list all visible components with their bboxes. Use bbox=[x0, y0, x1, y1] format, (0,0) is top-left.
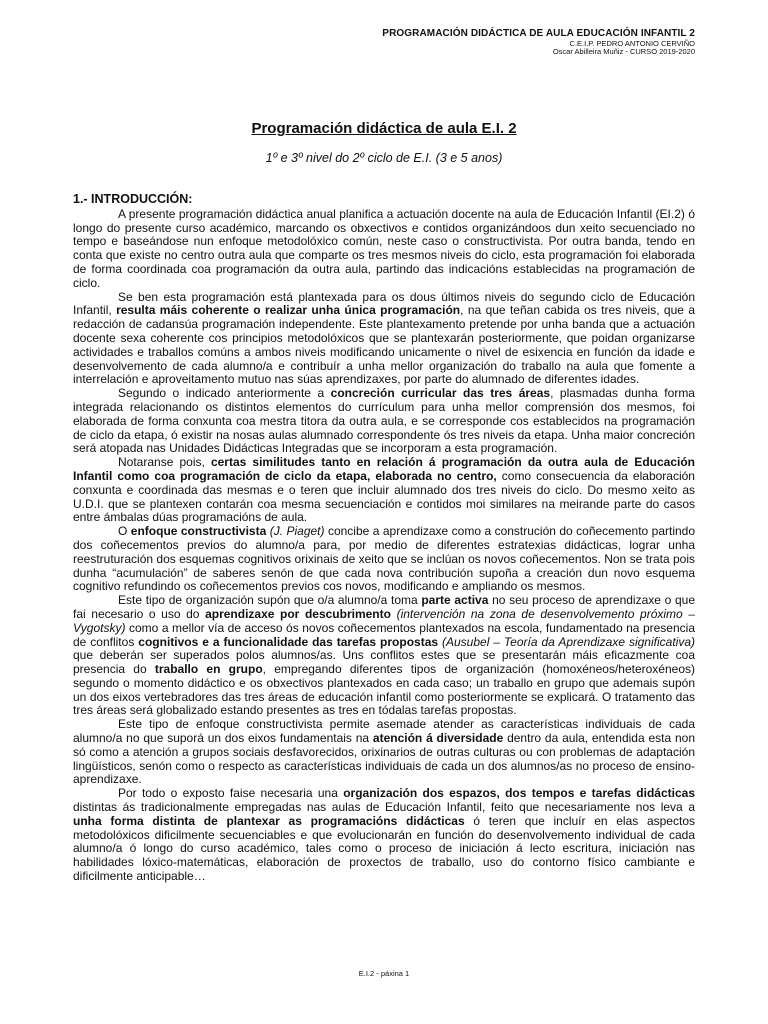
paragraph bbox=[73, 387, 695, 456]
text-run: Se ben esta programación está plantexada para os dous últimos niveis do segundo ciclo de Educación Infantil, bbox=[73, 289, 695, 318]
text-run: dentro da aula, entendida esta non só como a atención a grupos sociais desfavorecidos, orixinarios de outras culturas ou con problemas de adaptación lingüísticos, senón como o respecto as características individuais de cada un dos alumnos/as no proceso de ensino-aprendizaxe. bbox=[73, 731, 695, 787]
text-run: Notaranse pois, bbox=[118, 455, 211, 470]
section-heading: 1.- INTRODUCCIÓN: bbox=[73, 192, 193, 206]
text-run: Este tipo de enfoque constructivista permite asemade atender as características individuais de cada alumno/a no que suporá un dos eixos fundamentais na bbox=[73, 717, 695, 746]
bold-text: aprendizaxe por descubrimento bbox=[205, 606, 391, 621]
bold-text: traballo en grupo bbox=[154, 662, 263, 677]
paragraph bbox=[73, 291, 695, 388]
document-body bbox=[73, 193, 695, 884]
paragraph bbox=[73, 718, 695, 787]
italic-text: (J. Piaget) bbox=[269, 524, 325, 539]
italic-text: (intervención na zona de desenvolvemento próximo – Vygotsky) bbox=[73, 606, 695, 635]
text-run: Segundo o indicado anteriormente a bbox=[118, 386, 331, 401]
document-title: Programación didáctica de aula E.I. 2 bbox=[251, 120, 517, 137]
bold-text: resulta máis coherente o realizar unha única programación bbox=[116, 303, 461, 318]
page-header bbox=[382, 28, 695, 57]
paragraph bbox=[73, 594, 695, 718]
bold-text: concreción curricular das tres áreas bbox=[330, 386, 551, 401]
paragraph bbox=[73, 208, 695, 291]
text-run: ó teren que incluír en elas aspectos metodolóxicos dificilmente secuenciables e que evolucionarán en función do desenvolvemento individual de cada alumno/a ó longo do curso académico, tales como o proceso de iniciación á lecto escritura, iniciación nas habilidades lóxico-matemáticas, elaboración de proxectos de traballo, uso do contorno físico cambiante e dificilmente anticipable… bbox=[73, 813, 695, 884]
header-title: PROGRAMACIÓN DIDÁCTICA DE AULA EDUCACIÓN INFANTIL 2 bbox=[382, 28, 695, 39]
paragraph bbox=[73, 787, 695, 884]
text-run: distintas ás tradicionalmente empregadas nas aulas de Educación Infantil, feito que necesariamente nos leva a bbox=[73, 800, 695, 815]
text-run: que deberán ser superados polos alumnos/as. Uns conflitos estes que se presentarán máis eficazmente coa presencia do bbox=[73, 648, 695, 677]
header-school: C.E.I.P. PEDRO ANTONIO CERVIÑO bbox=[569, 38, 695, 48]
paragraph bbox=[73, 456, 695, 525]
text-run: O bbox=[118, 524, 131, 539]
text-run: no seu proceso de aprendizaxe o que fai necesario o uso do bbox=[73, 593, 695, 621]
text-run: como consecuencia da elaboración conxunta e coordinada das mesmas e o teren que incluir alumnado dos tres niveis do ciclo. Do mesmo xeito as U.D.I. que se plantexen contarán coa mesma secuenciación e contidos moi similares na meirande parte do casos entre ámbalas dúas programacións de aula. bbox=[73, 468, 695, 525]
bold-text: unha forma distinta de plantexar as programacións didácticas bbox=[73, 813, 465, 828]
text-run: Por todo o exposto faise necesaria una bbox=[118, 786, 344, 801]
text-run: A presente programación didáctica anual planifica a actuación docente na aula de Educación Infantil (EI.2) ó longo do presente curso académico, marcando os obxectivos e contidos organizándoos dun xeito secuenciado no tempo e baseándose nun enfoque metodolóxico común, neste caso o constructivista. Por outra banda, tendo en conta que existe no centro outra aula que comparte os tres mesmos niveis do ciclo, esta programación foi elaborada de forma coordinada coa programación da outra aula, partindo das indicacións establecidas na programación de ciclo. bbox=[73, 206, 695, 290]
page-footer: E.I.2 - páxina 1 bbox=[358, 969, 410, 978]
text-run: , empregando diferentes tipos de organización (homoxéneos/heteroxéneos) segundo o momento didáctico e os obxectivos plantexados en cada caso; un traballo en grupo que ademais supón un dos eixos vertebradores das tres áreas de educación infantil como posteriormente se explicará. O tratamento das tres áreas será globalizado estando presentes as tres en tódalas tarefas propostas. bbox=[73, 662, 696, 718]
text-run: , plasmadas dunha forma integrada relacionando os distintos elementos do currículum para unha mellor comprensión dos mesmos, foi elaborada de forma conxunta coa mestra titora da outra aula, e se corresponde cos establecidos na programación de ciclo da etapa, ó existir na nosas aulas alumnado correspondente ós tres niveis da etapa. Unha maior concreción será atopada nas Unidades Didácticas Integradas que se incorporam a esta programación. bbox=[73, 386, 695, 456]
text-run: concibe a aprendizaxe como a construción do coñecemento partindo dos coñecementos previos do alumno/a para, por medio de diferentes estratexias didácticas, lograr unha reestruturación dos esquemas cognitivos orixinais de xeito que se inclúan os novos coñecementos. Non se trata pois dunha “acumulación” de saberes senón de que cada nova contribución supoña a creación dun novo esquema cognitivo refundindo os coñecementos previos cos novos, modificando e ampliando os mesmos. bbox=[73, 524, 696, 594]
bold-text: atención á diversidade bbox=[372, 731, 504, 746]
header-author-course: Oscar Abilleira Muñiz - CURSO 2019-2020 bbox=[552, 47, 695, 57]
bold-text: organización dos espazos, dos tempos e tarefas didácticas bbox=[343, 786, 695, 801]
paragraph-list bbox=[73, 208, 695, 884]
bold-text: parte activa bbox=[421, 593, 489, 608]
italic-text: (Ausubel – Teoría da Aprendizaxe significativa) bbox=[442, 634, 695, 649]
text-run: como a mellor vía de acceso ós novos coñecementos plantexados na escola, fundamentado na presencia de conflitos bbox=[73, 620, 695, 649]
document-subtitle: 1º e 3º nivel do 2º ciclo de E.I. (3 e 5 anos) bbox=[265, 151, 503, 165]
bold-text: cognitivos e a funcionalidade das tarefas propostas bbox=[138, 634, 439, 649]
text-run: , na que teñan cabida os tres niveis, que a redacción de cadansúa programación independente. Este plantexamento pretende por unha banda que a actuación docente sexa coherente cos principios metodolóxicos que se plantexarán posteriormente, que poidan organizarse actividades e traballos comúns a ambos niveis modificando unicamente o nivel de esixencia en función da idade e desenvolvemento de cada alumno/a e contribuír a unha mellor organización do traballo na aula que fomente a interrelación e aproveitamento mutuo nas súas aprendizaxes, por parte do alumnado de diferentes idades. bbox=[73, 303, 695, 387]
text-run: Este tipo de organización supón que o/a alumno/a toma bbox=[118, 593, 422, 608]
paragraph bbox=[73, 525, 695, 594]
bold-text: enfoque constructivista bbox=[130, 524, 267, 539]
bold-text: certas similitudes tanto en relación á programación da outra aula de Educación Infantil como coa programación de ciclo da etapa, elaborada no centro, bbox=[73, 455, 695, 483]
